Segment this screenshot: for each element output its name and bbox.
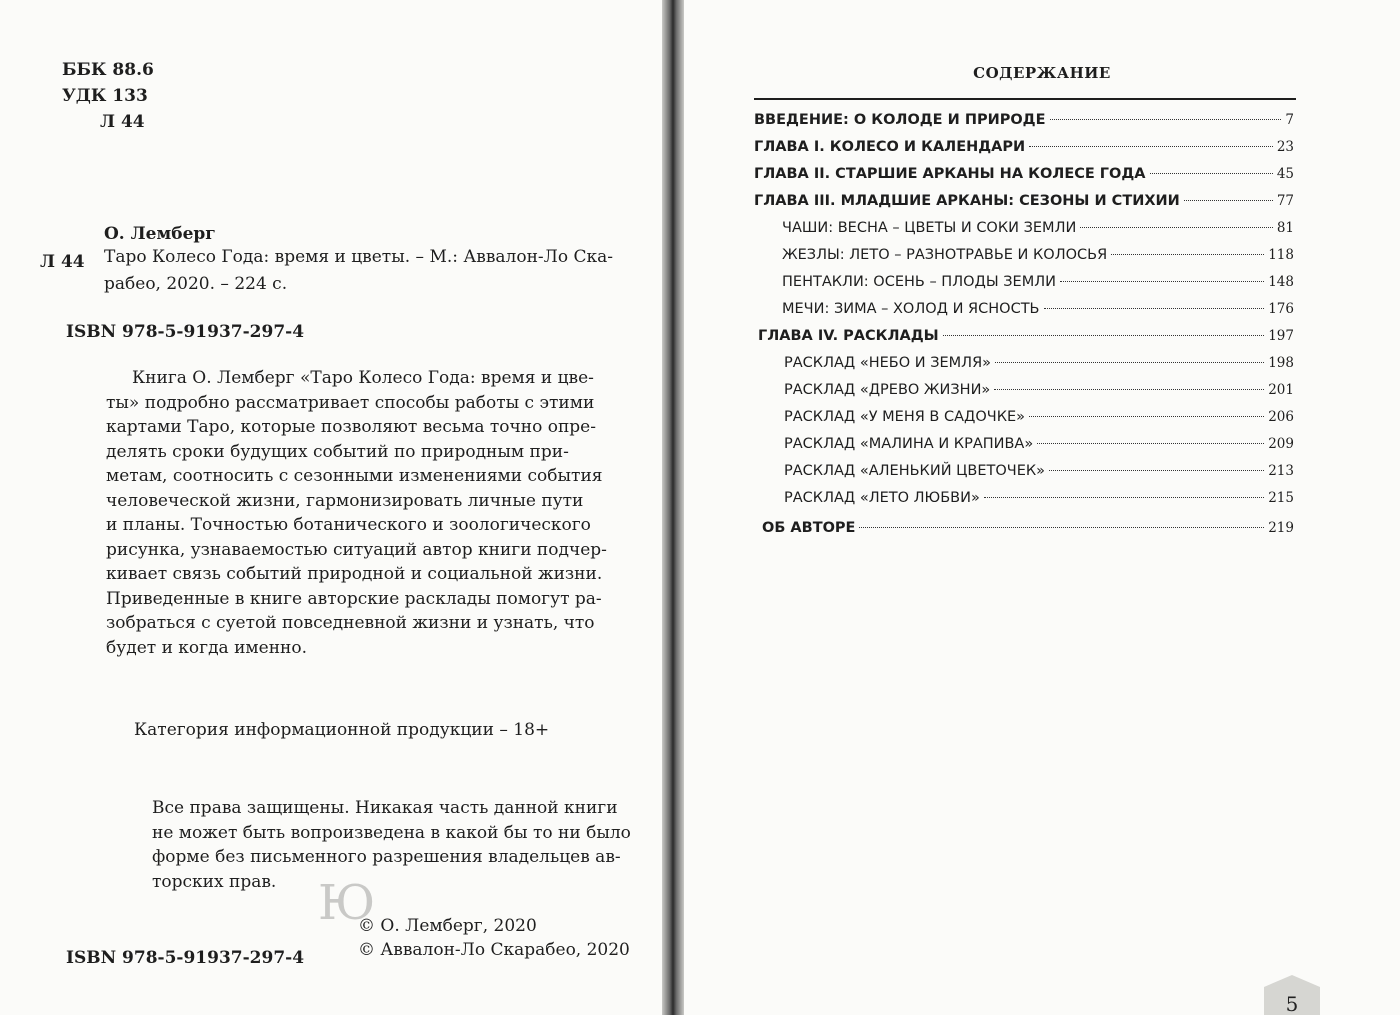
copyright-author: © О. Лемберг, 2020: [358, 916, 537, 936]
age-category: Категория информационной продукции – 18+: [134, 720, 550, 740]
copyright-publisher: © Аввалон-Ло Скарабео, 2020: [358, 940, 630, 960]
rights-paragraph: [152, 796, 631, 894]
description-line: Книга О. Лемберг «Таро Колесо Года: время и цве-: [132, 368, 594, 388]
toc-entry-title: ГЛАВА III. МЛАДШИЕ АРКАНЫ: СЕЗОНЫ И СТИХИИ: [754, 193, 1180, 209]
toc-entry-page: 215: [1268, 490, 1294, 506]
udk-code: УДК 133: [62, 86, 148, 106]
toc-entry: [782, 274, 1294, 294]
toc-leader: [1049, 470, 1264, 471]
index-code: Л 44: [40, 252, 85, 272]
author-name: О. Лемберг: [104, 224, 216, 244]
description-line: рисунка, узнаваемостью ситуаций автор книги подчер-: [106, 539, 607, 560]
toc-entry-title: ГЛАВА II. СТАРШИЕ АРКАНЫ НА КОЛЕСЕ ГОДА: [754, 166, 1146, 182]
toc-leader: [1029, 416, 1264, 417]
description-line: ты» подробно рассматривает способы работы с этими: [106, 392, 595, 413]
toc-entry-page: 81: [1276, 220, 1294, 236]
toc-leader: [859, 527, 1264, 528]
description-line: метам, соотносить с сезонными изменениями события: [106, 466, 603, 486]
toc-entry-page: 206: [1268, 409, 1294, 425]
toc-leader: [1184, 200, 1273, 201]
toc-title: СОДЕРЖАНИЕ: [973, 64, 1111, 82]
toc-leader: [984, 497, 1264, 498]
toc-entry-page: 45: [1276, 166, 1294, 182]
isbn-top: ISBN 978-5-91937-297-4: [66, 322, 305, 342]
right-page: [684, 0, 1400, 1015]
toc-entry-page: 7: [1285, 112, 1294, 128]
toc-entry-page: 213: [1268, 463, 1294, 479]
rights-line: форме без письменного разрешения владельцев ав-: [152, 847, 621, 867]
toc-entry: [782, 301, 1294, 321]
description-paragraph: [106, 366, 606, 660]
toc-entry-title: РАСКЛАД «У МЕНЯ В САДОЧКЕ»: [784, 409, 1026, 425]
toc-entry-title: РАСКЛАД «НЕБО И ЗЕМЛЯ»: [784, 355, 992, 371]
toc-entry-title: РАСКЛАД «ЛЕТО ЛЮБВИ»: [784, 490, 980, 506]
toc-entry-title: РАСКЛАД «АЛЕНЬКИЙ ЦВЕТОЧЕК»: [784, 463, 1046, 479]
toc-entry-title: МЕЧИ: ЗИМА – ХОЛОД И ЯСНОСТЬ: [782, 301, 1040, 317]
toc-entry-page: 118: [1268, 247, 1294, 263]
toc-entry-title: РАСКЛАД «МАЛИНА И КРАПИВА»: [784, 436, 1034, 452]
toc-entry: [754, 193, 1294, 213]
toc-entry: [784, 382, 1294, 402]
toc-entry: [758, 328, 1294, 348]
left-page: [0, 0, 662, 1015]
toc-entry-title: РАСКЛАД «ДРЕВО ЖИЗНИ»: [784, 382, 991, 398]
toc-entry: [754, 112, 1294, 132]
annotation-line: рабео, 2020. – 224 с.: [104, 274, 288, 294]
description-line: картами Таро, которые позволяют весьма точно опре-: [106, 417, 596, 437]
toc-leader: [1150, 173, 1273, 174]
description-line: делять сроки будущих событий по природным при-: [106, 441, 569, 462]
toc-entry-page: 197: [1268, 328, 1294, 344]
toc-leader: [1111, 254, 1264, 255]
description-line: кивает связь событий природной и социальной жизни.: [106, 564, 603, 584]
toc-entry: [762, 520, 1294, 540]
author-mark: Л 44: [100, 112, 145, 132]
toc-leader: [1029, 146, 1273, 147]
toc-entry-page: 176: [1268, 301, 1294, 317]
description-line: Приведенные в книге авторские расклады помогут ра-: [106, 588, 602, 609]
toc-leader: [994, 389, 1264, 390]
description-line: будет и когда именно.: [106, 637, 307, 658]
toc-entry-page: 219: [1268, 520, 1294, 536]
toc-entry-page: 201: [1268, 382, 1294, 398]
description-line: и планы. Точностью ботанического и зоологического: [106, 515, 591, 535]
toc-entry-title: ЧАШИ: ВЕСНА – ЦВЕТЫ И СОКИ ЗЕМЛИ: [782, 220, 1077, 236]
toc-entry-title: ГЛАВА I. КОЛЕСО И КАЛЕНДАРИ: [754, 139, 1026, 155]
toc-entry-page: 23: [1276, 139, 1294, 155]
toc-entry-page: 209: [1268, 436, 1294, 452]
toc-entry-title: ВВЕДЕНИЕ: О КОЛОДЕ И ПРИРОДЕ: [754, 112, 1046, 128]
toc-entry: [784, 409, 1294, 429]
toc-entry: [754, 166, 1294, 186]
toc-entry-page: 148: [1268, 274, 1294, 290]
stamp-mark-icon: Ю: [318, 875, 376, 931]
toc-entry: [782, 247, 1294, 267]
toc-leader: [1037, 443, 1264, 444]
description-line: зобраться с суетой повседневной жизни и узнать, что: [106, 613, 595, 633]
toc-entry: [784, 463, 1294, 483]
toc-entry-page: 198: [1268, 355, 1294, 371]
toc-leader: [1044, 308, 1265, 309]
toc-entry-page: 77: [1276, 193, 1294, 209]
toc-entry-title: ПЕНТАКЛИ: ОСЕНЬ – ПЛОДЫ ЗЕМЛИ: [782, 274, 1056, 290]
toc-entry: [784, 436, 1294, 456]
toc-entry: [782, 220, 1294, 240]
isbn-bottom: ISBN 978-5-91937-297-4: [66, 948, 305, 968]
toc-leader: [995, 362, 1264, 363]
toc-entry: [784, 355, 1294, 375]
toc-entry: [754, 139, 1294, 159]
toc-entry-title: ГЛАВА IV. РАСКЛАДЫ: [758, 328, 939, 344]
toc-leader: [1060, 281, 1264, 282]
rights-line: торских прав.: [152, 871, 277, 892]
bbk-code: ББК 88.6: [62, 60, 154, 80]
annotation-line: Таро Колесо Года: время и цветы. – М.: Аввалон-Ло Ска-: [104, 247, 613, 267]
toc-leader: [943, 335, 1265, 336]
toc-entry-title: ЖЕЗЛЫ: ЛЕТО – РАЗНОТРАВЬЕ И КОЛОСЬЯ: [782, 247, 1108, 263]
toc-entry-title: ОБ АВТОРЕ: [762, 520, 856, 536]
toc-entry: [784, 490, 1294, 510]
toc-divider: [754, 98, 1296, 100]
page-number: 5: [1285, 992, 1299, 1015]
description-line: человеческой жизни, гармонизировать личные пути: [106, 490, 584, 511]
toc-leader: [1080, 227, 1272, 228]
rights-line: не может быть вопроизведена в какой бы то ни было: [152, 822, 631, 843]
rights-line: Все права защищены. Никакая часть данной книги: [152, 798, 618, 818]
toc-leader: [1050, 119, 1282, 120]
book-spine-gutter: [662, 0, 684, 1015]
